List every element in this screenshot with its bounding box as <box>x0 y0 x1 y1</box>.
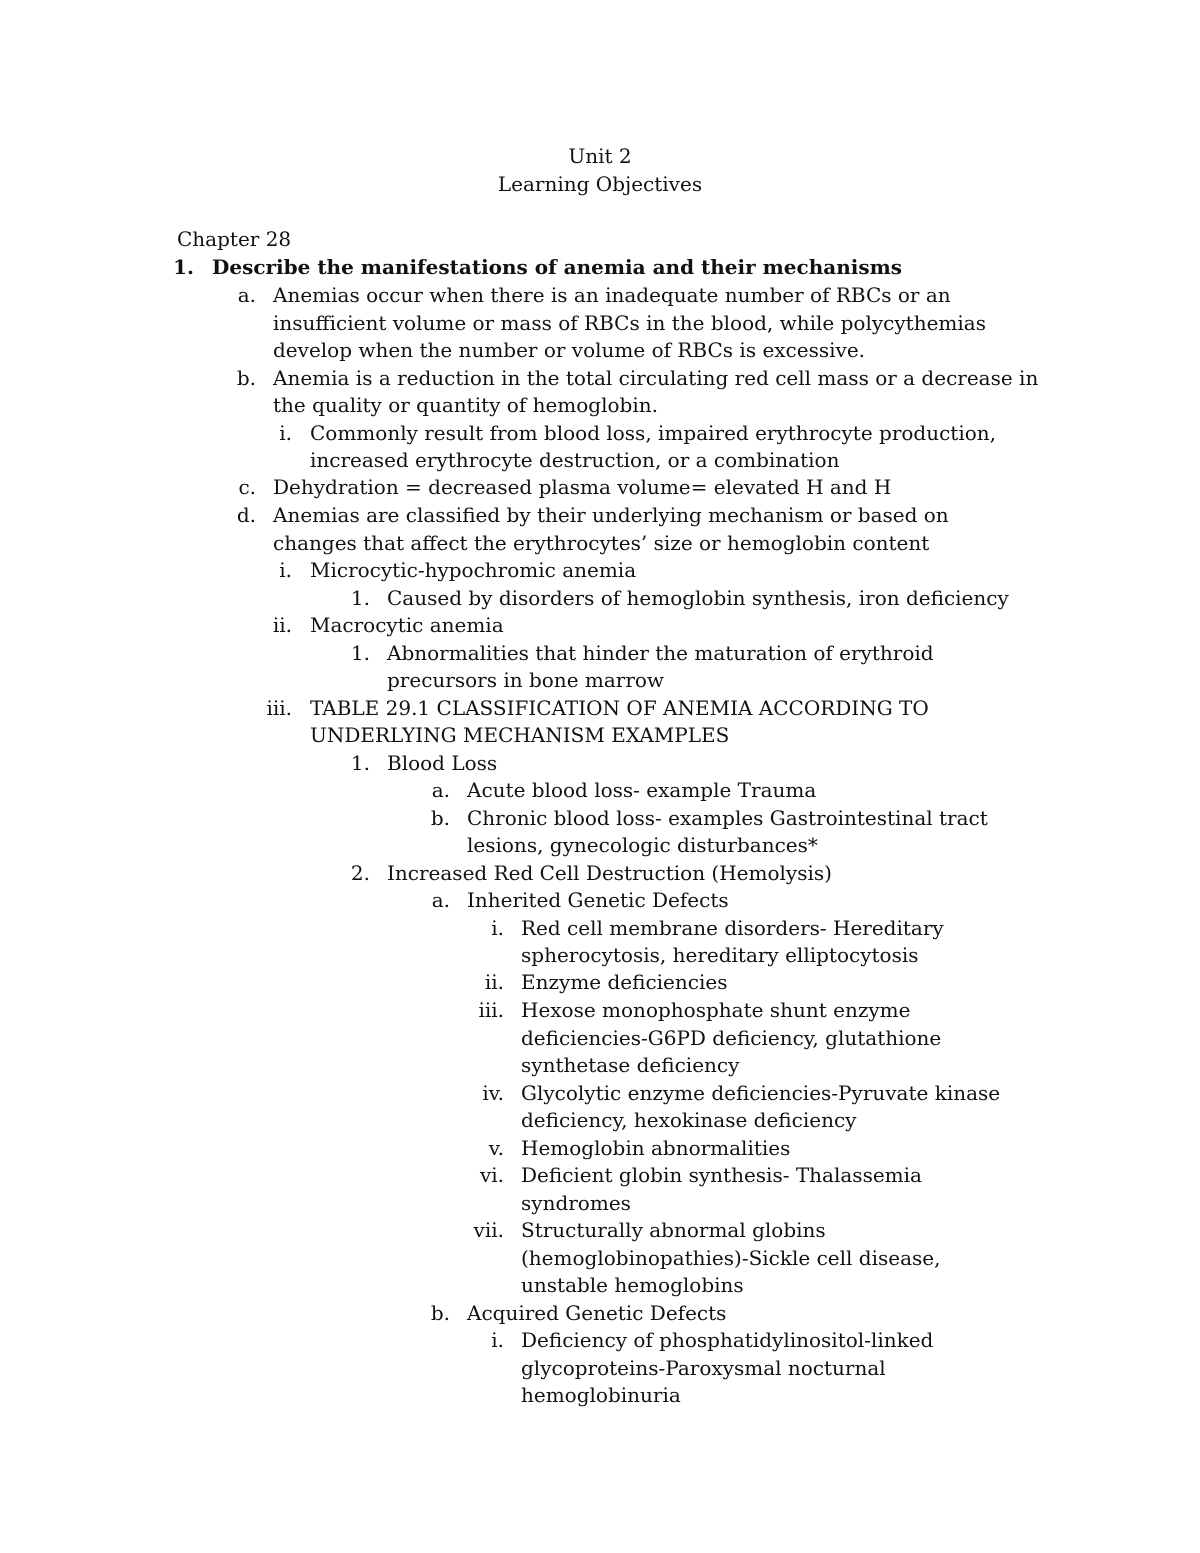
list-marker: a. <box>237 283 256 307</box>
list-item-text: increased erythrocyte destruction, or a combination <box>310 448 840 472</box>
list-item-text: Commonly result from blood loss, impaired erythrocyte production, <box>310 421 997 445</box>
list-item-text: develop when the number or volume of RBCs is excessive. <box>273 338 866 362</box>
list-marker: ii. <box>272 613 292 637</box>
list-item-text: Increased Red Cell Destruction (Hemolysis) <box>387 861 832 885</box>
list-item-text: Hexose monophosphate shunt enzyme <box>521 998 911 1022</box>
list-item-text: Red cell membrane disorders- Hereditary <box>521 916 944 940</box>
list-item-text: unstable hemoglobins <box>521 1273 744 1297</box>
list-item-text: Microcytic-hypochromic anemia <box>310 558 637 582</box>
list-item-text: the quality or quantity of hemoglobin. <box>273 393 658 417</box>
list-item-text: Enzyme deficiencies <box>521 970 728 994</box>
list-marker: iii. <box>266 696 292 720</box>
list-marker: 2. <box>350 861 370 885</box>
list-marker: iv. <box>482 1081 504 1105</box>
list-item-text: Caused by disorders of hemoglobin synthesis, iron deficiency <box>387 586 1009 610</box>
list-marker: b. <box>236 366 256 390</box>
list-item-text: Deficient globin synthesis- Thalassemia <box>521 1163 922 1187</box>
list-item-text: Chronic blood loss- examples Gastrointestinal tract <box>467 806 988 830</box>
list-item-text: Blood Loss <box>387 751 498 775</box>
list-marker: iii. <box>478 998 504 1022</box>
list-marker: d. <box>236 503 256 527</box>
list-item-text: (hemoglobinopathies)-Sickle cell disease, <box>521 1246 941 1270</box>
list-item-text: Glycolytic enzyme deficiencies-Pyruvate kinase <box>521 1081 1001 1105</box>
table-caption: UNDERLYING MECHANISM EXAMPLES <box>310 723 730 747</box>
objective-marker: 1. <box>173 255 194 279</box>
list-marker: c. <box>238 475 256 499</box>
list-item-text: synthetase deficiency <box>521 1053 740 1077</box>
list-marker: 1. <box>350 586 370 610</box>
objective-heading: Describe the manifestations of anemia and their mechanisms <box>212 255 903 279</box>
list-item-text: Abnormalities that hinder the maturation of erythroid <box>387 641 934 665</box>
list-item-text: Anemia is a reduction in the total circulating red cell mass or a decrease in <box>273 366 1039 390</box>
list-marker: a. <box>431 778 450 802</box>
list-item-text: precursors in bone marrow <box>387 668 665 692</box>
list-item-text: Acquired Genetic Defects <box>467 1301 727 1325</box>
list-item-text: Hemoglobin abnormalities <box>521 1136 791 1160</box>
chapter-heading: Chapter 28 <box>177 227 292 251</box>
list-marker: ii. <box>484 970 504 994</box>
list-item-text: deficiencies-G6PD deficiency, glutathione <box>521 1026 942 1050</box>
list-marker: 1. <box>350 641 370 665</box>
list-item-text: deficiency, hexokinase deficiency <box>521 1108 857 1132</box>
list-item-text: Anemias are classified by their underlying mechanism or based on <box>273 503 949 527</box>
list-item-text: changes that affect the erythrocytes’ size or hemoglobin content <box>273 531 930 555</box>
unit-title: Unit 2 <box>568 144 632 168</box>
list-item-text: hemoglobinuria <box>521 1383 681 1407</box>
list-item-text: Structurally abnormal globins <box>521 1218 826 1242</box>
list-marker: v. <box>488 1136 504 1160</box>
list-item-text: lesions, gynecologic disturbances* <box>467 833 818 857</box>
list-marker: i. <box>279 421 292 445</box>
list-marker: vii. <box>473 1218 504 1242</box>
list-marker: vi. <box>479 1163 504 1187</box>
learning-objectives-heading: Learning Objectives <box>497 172 703 196</box>
list-marker: i. <box>491 916 504 940</box>
list-item-text: glycoproteins-Paroxysmal nocturnal <box>521 1356 886 1380</box>
list-marker: 1. <box>350 751 370 775</box>
list-item-text: spherocytosis, hereditary elliptocytosis <box>521 943 919 967</box>
list-marker: i. <box>491 1328 504 1352</box>
list-marker: b. <box>430 806 450 830</box>
list-item-text: Acute blood loss- example Trauma <box>467 778 817 802</box>
list-item-text: Anemias occur when there is an inadequate number of RBCs or an <box>273 283 951 307</box>
list-item-text: insufficient volume or mass of RBCs in the blood, while polycythemias <box>273 311 986 335</box>
list-marker: a. <box>431 888 450 912</box>
list-item-text: Macrocytic anemia <box>310 613 504 637</box>
list-item-text: Inherited Genetic Defects <box>467 888 729 912</box>
table-caption: TABLE 29.1 CLASSIFICATION OF ANEMIA ACCORDING TO <box>310 696 929 720</box>
list-item-text: Deficiency of phosphatidylinositol-linked <box>521 1328 934 1352</box>
list-marker: i. <box>279 558 292 582</box>
list-marker: b. <box>430 1301 450 1325</box>
list-item-text: Dehydration = decreased plasma volume= elevated H and H <box>273 475 892 499</box>
list-item-text: syndromes <box>521 1191 631 1215</box>
